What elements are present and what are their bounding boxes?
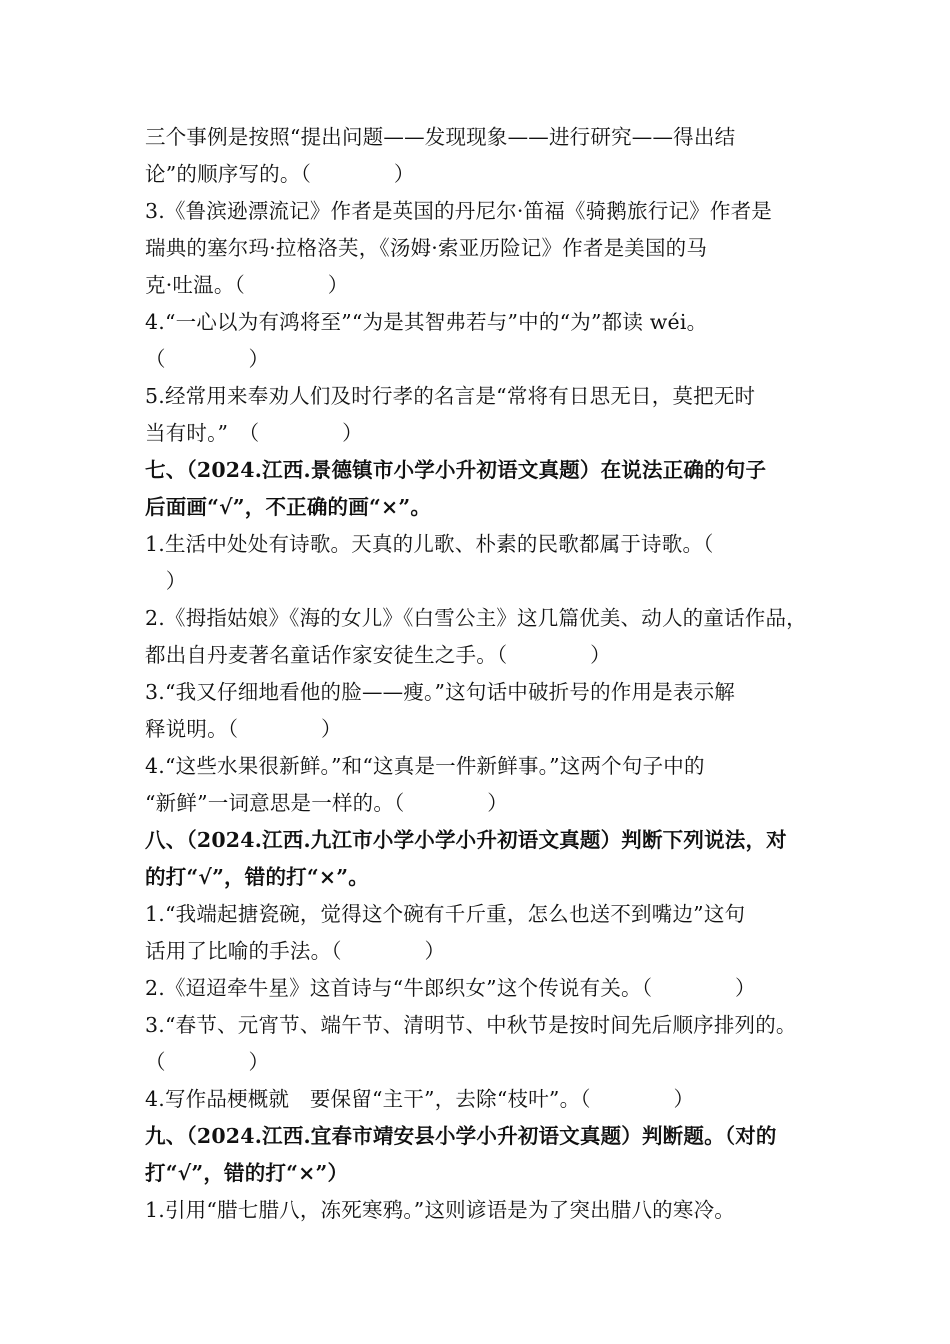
text-line: 瑞典的塞尔玛·拉格洛芙，《汤姆·索亚历险记》作者是美国的马 bbox=[145, 236, 708, 260]
text-line: 1.“我端起搪瓷碗，觉得这个碗有千斤重，怎么也送不到嘴边”这句 bbox=[145, 902, 746, 926]
text-line: （ ） bbox=[145, 1050, 270, 1074]
text-line: 2.《迢迢牵牛星》这首诗与“牛郎织女”这个传说有关。（ ） bbox=[145, 976, 756, 1000]
section-heading-line: 九、（2024.江西.宜春市靖安县小学小升初语文真题）判断题。（对的 bbox=[145, 1124, 777, 1148]
text-line: 当有时。” （ ） bbox=[145, 421, 363, 445]
text-line: ） bbox=[145, 569, 187, 593]
text-line: “新鲜”一词意思是一样的。（ ） bbox=[145, 791, 509, 815]
document-page bbox=[145, 119, 835, 1229]
section-heading-line: 后面画“√”，不正确的画“×”。 bbox=[145, 495, 432, 519]
document-body bbox=[145, 119, 835, 1229]
text-line: 都出自丹麦著名童话作家安徒生之手。（ ） bbox=[145, 643, 611, 667]
text-line: 话用了比喻的手法。（ ） bbox=[145, 939, 446, 963]
text-line: 4.“这些水果很新鲜。”和“这真是一件新鲜事。”这两个句子中的 bbox=[145, 754, 705, 778]
text-line: 释说明。（ ） bbox=[145, 717, 342, 741]
text-line: 3.“我又仔细地看他的脸——瘦。”这句话中破折号的作用是表示解 bbox=[145, 680, 735, 704]
text-line: 克·吐温。（ ） bbox=[145, 273, 349, 297]
text-line: 3.“春节、元宵节、端午节、清明节、中秋节是按时间先后顺序排列的。 bbox=[145, 1013, 797, 1037]
text-line: 2.《拇指姑娘》《海的女儿》《白雪公主》这几篇优美、动人的童话作品， bbox=[145, 606, 807, 630]
text-line: （ ） bbox=[145, 347, 270, 371]
section-heading-line: 的打“√”，错的打“×”。 bbox=[145, 865, 369, 889]
section-heading-line: 七、（2024.江西.景德镇市小学小升初语文真题）在说法正确的句子 bbox=[145, 458, 767, 482]
text-line: 3.《鲁滨逊漂流记》作者是英国的丹尼尔·笛福《骑鹅旅行记》作者是 bbox=[145, 199, 772, 223]
text-line: 4.“一心以为有鸿将至”“为是其智弗若与”中的“为”都读 wéi。 bbox=[145, 310, 708, 334]
text-line: 1.生活中处处有诗歌。天真的儿歌、朴素的民歌都属于诗歌。（ bbox=[145, 532, 714, 556]
text-line: 1.引用“腊七腊八，冻死寒鸦。”这则谚语是为了突出腊八的寒冷。 bbox=[145, 1198, 735, 1222]
text-line: 论”的顺序写的。（ ） bbox=[145, 162, 415, 186]
text-line: 5.经常用来奉劝人们及时行孝的名言是“常将有日思无日，莫把无时 bbox=[145, 384, 756, 408]
text-line: 三个事例是按照“提出问题——发现现象——进行研究——得出结 bbox=[145, 125, 736, 149]
text-line: 4.写作品梗概就 要保留“主干”，去除“枝叶”。（ ） bbox=[145, 1087, 695, 1111]
section-heading-line: 八、（2024.江西.九江市小学小学小升初语文真题）判断下列说法，对 bbox=[145, 828, 787, 852]
section-heading-line: 打“√”，错的打“×”） bbox=[145, 1161, 349, 1185]
